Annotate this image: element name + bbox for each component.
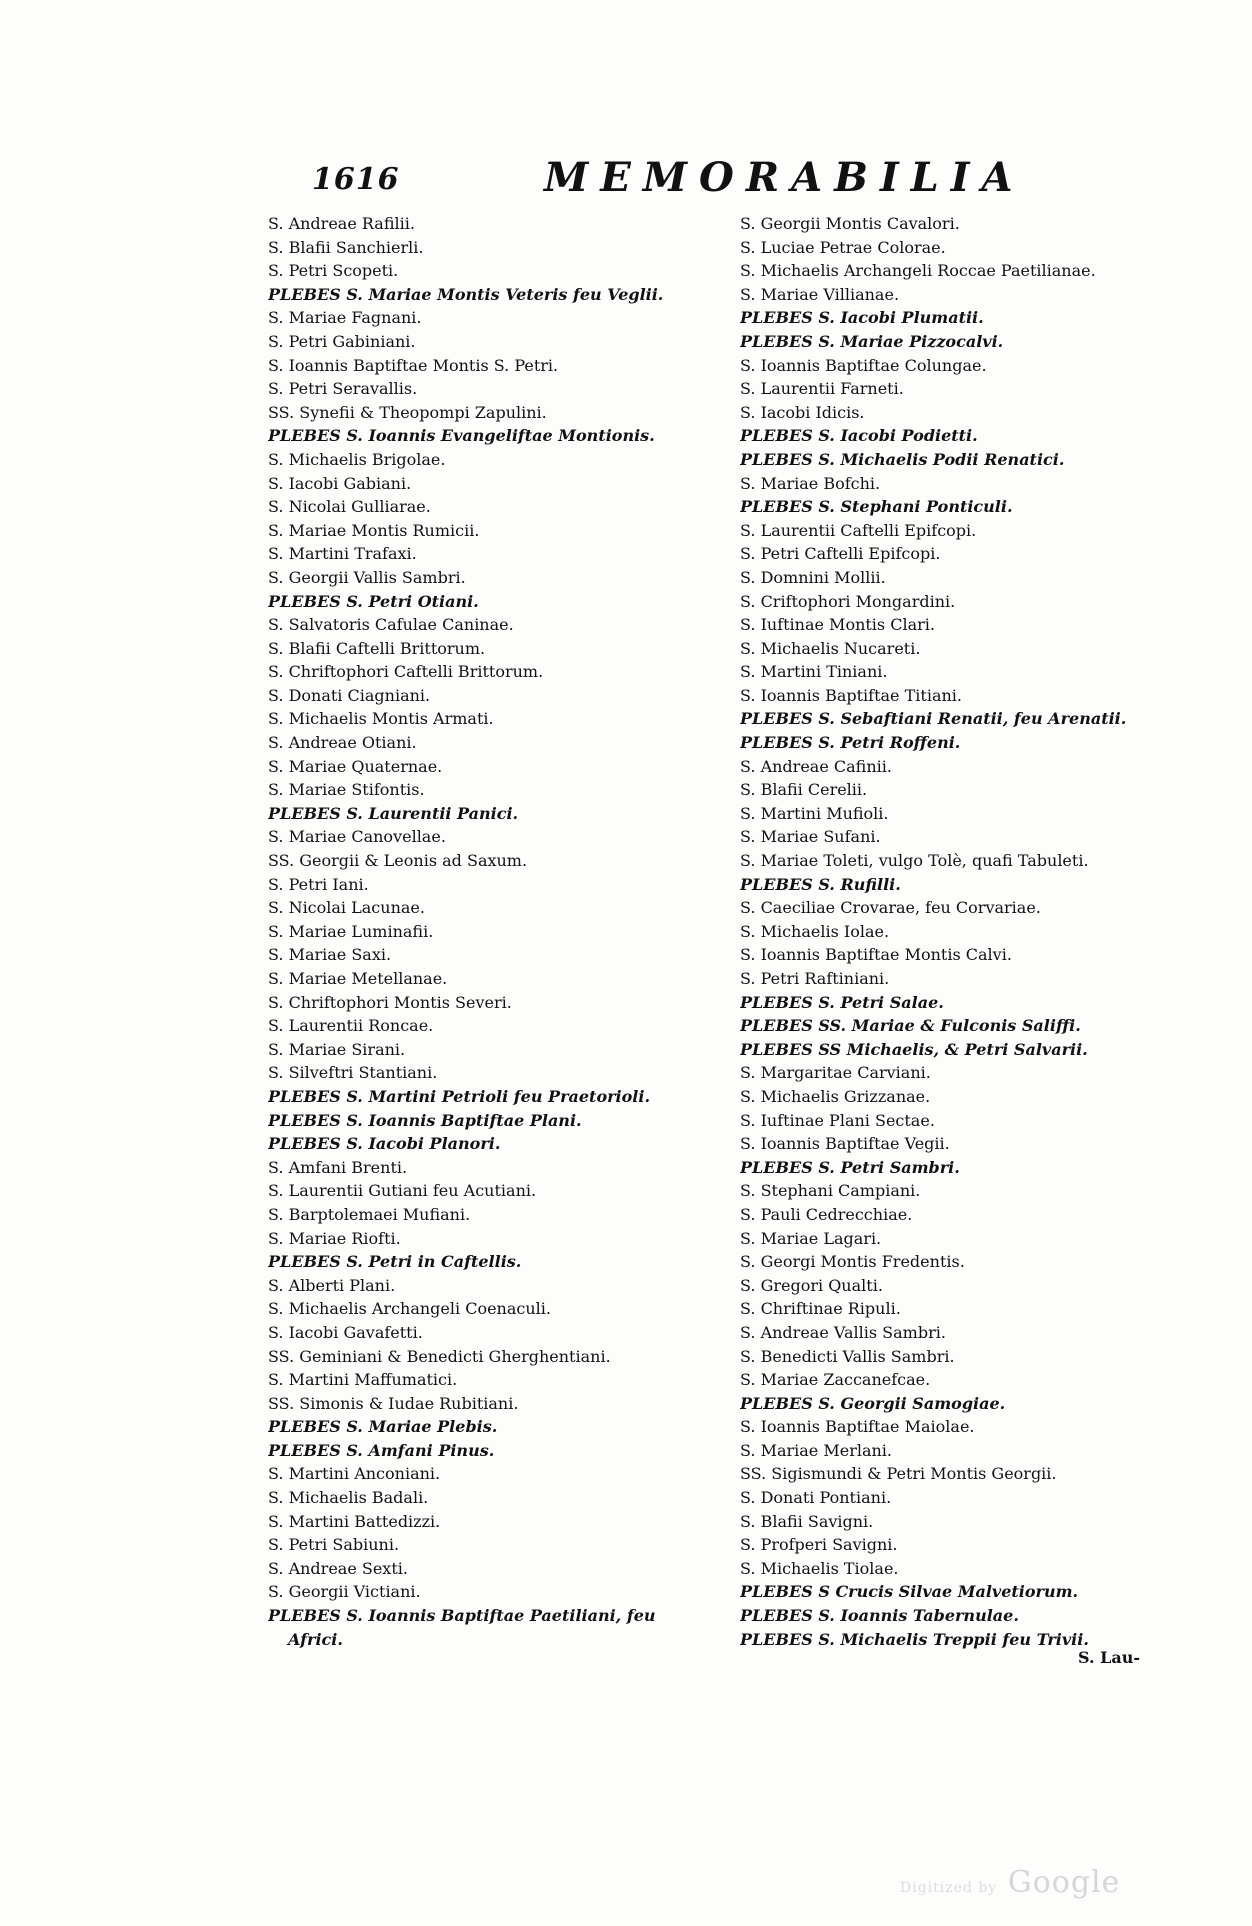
parish-entry: S. Mariae Montis Rumicii. xyxy=(268,520,480,540)
parish-entry: S. Luciae Petrae Colorae. xyxy=(740,237,946,257)
parish-entry: S. Iacobi Idicis. xyxy=(740,402,865,422)
parish-entry: PLEBES S. Petri Roffeni. xyxy=(740,733,961,753)
page-number: 1616 xyxy=(312,162,400,197)
parish-entry: S. Mariae Luminafii. xyxy=(268,921,434,941)
parish-entry: S. Martini Maffumatici. xyxy=(268,1370,458,1390)
parish-entry: S. Profperi Savigni. xyxy=(740,1535,898,1555)
parish-entry: SS. Georgii & Leonis ad Saxum. xyxy=(268,851,528,871)
parish-entry: S. Blafii Caftelli Brittorum. xyxy=(268,638,486,658)
parish-entry: PLEBES S. Martini Petrioli feu Praetorioli. xyxy=(268,1086,651,1106)
parish-entry: S. Mariae Bofchi. xyxy=(740,473,881,493)
parish-entry: S. Iacobi Gavafetti. xyxy=(268,1322,423,1342)
parish-entry: S. Ioannis Baptiftae Maiolae. xyxy=(740,1417,975,1437)
parish-entry: PLEBES S. Rufilli. xyxy=(740,874,901,894)
parish-entry: S. Alberti Plani. xyxy=(268,1275,396,1295)
parish-entry: S. Ioannis Baptiftae Colungae. xyxy=(740,355,987,375)
parish-entry: PLEBES S. Petri Sambri. xyxy=(740,1157,960,1177)
parish-entry: S. Ioannis Baptiftae Montis S. Petri. xyxy=(268,355,559,375)
parish-entry: S. Amfani Brenti. xyxy=(268,1157,408,1177)
parish-entry: S. Caeciliae Crovarae, feu Corvariae. xyxy=(740,898,1041,918)
parish-entry: S. Michaelis Tiolae. xyxy=(740,1558,899,1578)
parish-entry: S. Andreae Rafilii. xyxy=(268,214,415,233)
parish-entry: S. Mariae Merlani. xyxy=(740,1440,893,1460)
parish-entry: S. Andreae Otiani. xyxy=(268,733,417,753)
parish-entry: S. Mariae Canovellae. xyxy=(268,827,446,847)
parish-entry: PLEBES S. Laurentii Panici. xyxy=(268,803,519,823)
parish-entry: S. Andreae Sexti. xyxy=(268,1558,408,1578)
parish-entry: S. Blafii Savigni. xyxy=(740,1511,874,1531)
parish-entry: S. Michaelis Brigolae. xyxy=(268,449,446,469)
parish-entry: S. Martini Trafaxi. xyxy=(268,544,417,564)
parish-entry: S. Chriftinae Ripuli. xyxy=(740,1299,901,1319)
parish-entry: SS. Simonis & Iudae Rubitiani. xyxy=(268,1393,519,1413)
parish-entry: S. Mariae Quaternae. xyxy=(268,756,443,776)
parish-entry: S. Martini Tiniani. xyxy=(740,662,888,682)
parish-entry: S. Andreae Vallis Sambri. xyxy=(740,1322,946,1342)
parish-entry: S. Andreae Cafinii. xyxy=(740,756,892,776)
digitized-watermark xyxy=(900,1865,1120,1900)
parish-entry: S. Mariae Stifontis. xyxy=(268,780,425,800)
parish-entry: S. Mariae Metellanae. xyxy=(268,969,448,988)
parish-entry: S. Georgii Montis Cavalori. xyxy=(740,214,960,233)
parish-entry: S. Blafii Sanchierli. xyxy=(268,237,424,257)
left-column xyxy=(268,212,708,1651)
parish-entry: S. Martini Mufioli. xyxy=(740,803,889,823)
parish-entry: S. Criftophori Mongardini. xyxy=(740,591,956,611)
parish-entry: S. Stephani Campiani. xyxy=(740,1181,921,1201)
watermark-prefix: Digitized by xyxy=(900,1880,998,1896)
parish-entry: Africi. xyxy=(288,1629,343,1649)
parish-entry: S. Petri Iani. xyxy=(268,874,369,894)
parish-entry: S. Laurentii Caftelli Epifcopi. xyxy=(740,520,977,540)
parish-entry: S. Salvatoris Cafulae Caninae. xyxy=(268,615,514,635)
parish-entry: S. Chriftophori Caftelli Brittorum. xyxy=(268,662,544,682)
parish-entry: PLEBES S. Mariae Pizzocalvi. xyxy=(740,331,1004,351)
parish-entry: S. Petri Raftiniani. xyxy=(740,969,890,988)
parish-entry: S. Martini Battedizzi. xyxy=(268,1511,441,1531)
parish-entry: S. Iuftinae Plani Sectae. xyxy=(740,1110,935,1130)
catchword: S. Lau- xyxy=(1078,1648,1141,1667)
parish-entry: PLEBES S. Mariae Montis Veteris feu Veglii. xyxy=(268,284,664,304)
running-title: MEMORABILIA xyxy=(544,154,1025,201)
parish-entry: S. Petri Seravallis. xyxy=(268,379,418,399)
parish-entry: S. Martini Anconiani. xyxy=(268,1464,441,1484)
parish-entry: S. Margaritae Carviani. xyxy=(740,1063,931,1083)
parish-entry: S. Mariae Villianae. xyxy=(740,284,900,304)
parish-entry: S. Pauli Cedrecchiae. xyxy=(740,1204,913,1224)
parish-entry: S. Laurentii Roncae. xyxy=(268,1016,434,1036)
parish-entry: S. Michaelis Montis Armati. xyxy=(268,709,494,729)
watermark-name: Google xyxy=(1007,1865,1121,1900)
parish-entry: S. Georgii Vallis Sambri. xyxy=(268,567,466,587)
parish-entry: S. Mariae Fagnani. xyxy=(268,308,422,328)
parish-entry: PLEBES S. Iacobi Podietti. xyxy=(740,426,978,446)
parish-entry: PLEBES S Crucis Silvae Malvetiorum. xyxy=(740,1582,1079,1602)
parish-entry: PLEBES S. Petri in Caftellis. xyxy=(268,1252,522,1272)
parish-entry: S. Domnini Mollii. xyxy=(740,567,886,587)
parish-entry: PLEBES S. Iacobi Plumatii. xyxy=(740,308,984,328)
parish-entry: S. Michaelis Iolae. xyxy=(740,921,890,941)
parish-entry: PLEBES S. Petri Salae. xyxy=(740,992,944,1012)
parish-entry: S. Mariae Lagari. xyxy=(740,1228,882,1248)
parish-entry: PLEBES S. Ioannis Tabernulae. xyxy=(740,1606,1019,1626)
parish-entry: S. Donati Ciagniani. xyxy=(268,685,431,705)
parish-entry: S. Mariae Zaccanefcae. xyxy=(740,1370,931,1390)
parish-entry: S. Iuftinae Montis Clari. xyxy=(740,615,935,635)
parish-entry: PLEBES S. Michaelis Podii Renatici. xyxy=(740,449,1065,469)
parish-entry: S. Nicolai Gulliarae. xyxy=(268,497,431,517)
parish-entry: S. Petri Gabiniani. xyxy=(268,331,416,351)
parish-entry: S. Mariae Toleti, vulgo Tolè, quafi Tabuleti. xyxy=(740,851,1089,871)
parish-entry: S. Mariae Sirani. xyxy=(268,1039,406,1059)
parish-entry: PLEBES SS. Mariae & Fulconis Saliffi. xyxy=(740,1016,1081,1036)
parish-entry: S. Gregori Qualti. xyxy=(740,1275,883,1295)
parish-entry: S. Silveftri Stantiani. xyxy=(268,1063,438,1083)
parish-entry: PLEBES S. Mariae Plebis. xyxy=(268,1417,498,1437)
parish-entry: S. Ioannis Baptiftae Vegii. xyxy=(740,1134,950,1154)
parish-entry: S. Michaelis Archangeli Coenaculi. xyxy=(268,1299,551,1319)
parish-entry: S. Iacobi Gabiani. xyxy=(268,473,412,493)
parish-entry: S. Benedicti Vallis Sambri. xyxy=(740,1346,955,1366)
parish-entry: S. Michaelis Badali. xyxy=(268,1488,429,1508)
parish-entry: S. Mariae Sufani. xyxy=(740,827,881,847)
parish-entry: S. Laurentii Gutiani feu Acutiani. xyxy=(268,1181,537,1201)
parish-entry: PLEBES S. Georgii Samogiae. xyxy=(740,1393,1006,1413)
parish-entry: PLEBES S. Stephani Ponticuli. xyxy=(740,497,1013,517)
parish-entry: S. Georgi Montis Fredentis. xyxy=(740,1252,965,1272)
page-header xyxy=(312,152,1032,212)
parish-entry: S. Ioannis Baptiftae Montis Calvi. xyxy=(740,945,1012,965)
parish-entry: S. Ioannis Baptiftae Titiani. xyxy=(740,685,962,705)
parish-entry: PLEBES S. Ioannis Baptiftae Plani. xyxy=(268,1110,582,1130)
parish-entry: SS. Geminiani & Benedicti Gherghentiani. xyxy=(268,1346,611,1366)
parish-entry: S. Nicolai Lacunae. xyxy=(268,898,425,918)
parish-entry: S. Petri Scopeti. xyxy=(268,261,399,281)
parish-entry: S. Barptolemaei Mufiani. xyxy=(268,1204,471,1224)
parish-entry: S. Georgii Victiani. xyxy=(268,1582,421,1602)
parish-entry: PLEBES S. Iacobi Planori. xyxy=(268,1134,501,1154)
parish-entry: S. Michaelis Nucareti. xyxy=(740,638,921,658)
parish-entry: S. Chriftophori Montis Severi. xyxy=(268,992,512,1012)
parish-entry: S. Blafii Cerelii. xyxy=(740,780,868,800)
parish-entry: S. Petri Sabiuni. xyxy=(268,1535,400,1555)
parish-entry: S. Laurentii Farneti. xyxy=(740,379,904,399)
parish-entry: PLEBES SS Michaelis, & Petri Salvarii. xyxy=(740,1039,1088,1059)
right-column xyxy=(740,212,1180,1651)
parish-entry: SS. Sigismundi & Petri Montis Georgii. xyxy=(740,1464,1057,1484)
parish-entry: PLEBES S. Sebaftiani Renatii, feu Arenatii. xyxy=(740,709,1127,729)
parish-entry: S. Mariae Riofti. xyxy=(268,1228,401,1248)
parish-entry: PLEBES S. Ioannis Evangeliftae Montionis. xyxy=(268,426,655,446)
parish-entry: S. Donati Pontiani. xyxy=(740,1488,892,1508)
parish-entry: SS. Synefii & Theopompi Zapulini. xyxy=(268,402,547,422)
parish-entry: PLEBES S. Petri Otiani. xyxy=(268,591,479,611)
parish-entry: S. Mariae Saxi. xyxy=(268,945,392,965)
parish-entry: S. Michaelis Grizzanae. xyxy=(740,1086,931,1106)
parish-entry: PLEBES S. Ioannis Baptiftae Paetiliani, feu xyxy=(268,1606,656,1626)
parish-entry: S. Petri Caftelli Epifcopi. xyxy=(740,544,941,564)
parish-entry: PLEBES S. Michaelis Treppii feu Trivii. xyxy=(740,1629,1089,1649)
parish-entry: S. Michaelis Archangeli Roccae Paetilianae. xyxy=(740,261,1096,281)
parish-entry: PLEBES S. Amfani Pinus. xyxy=(268,1440,495,1460)
